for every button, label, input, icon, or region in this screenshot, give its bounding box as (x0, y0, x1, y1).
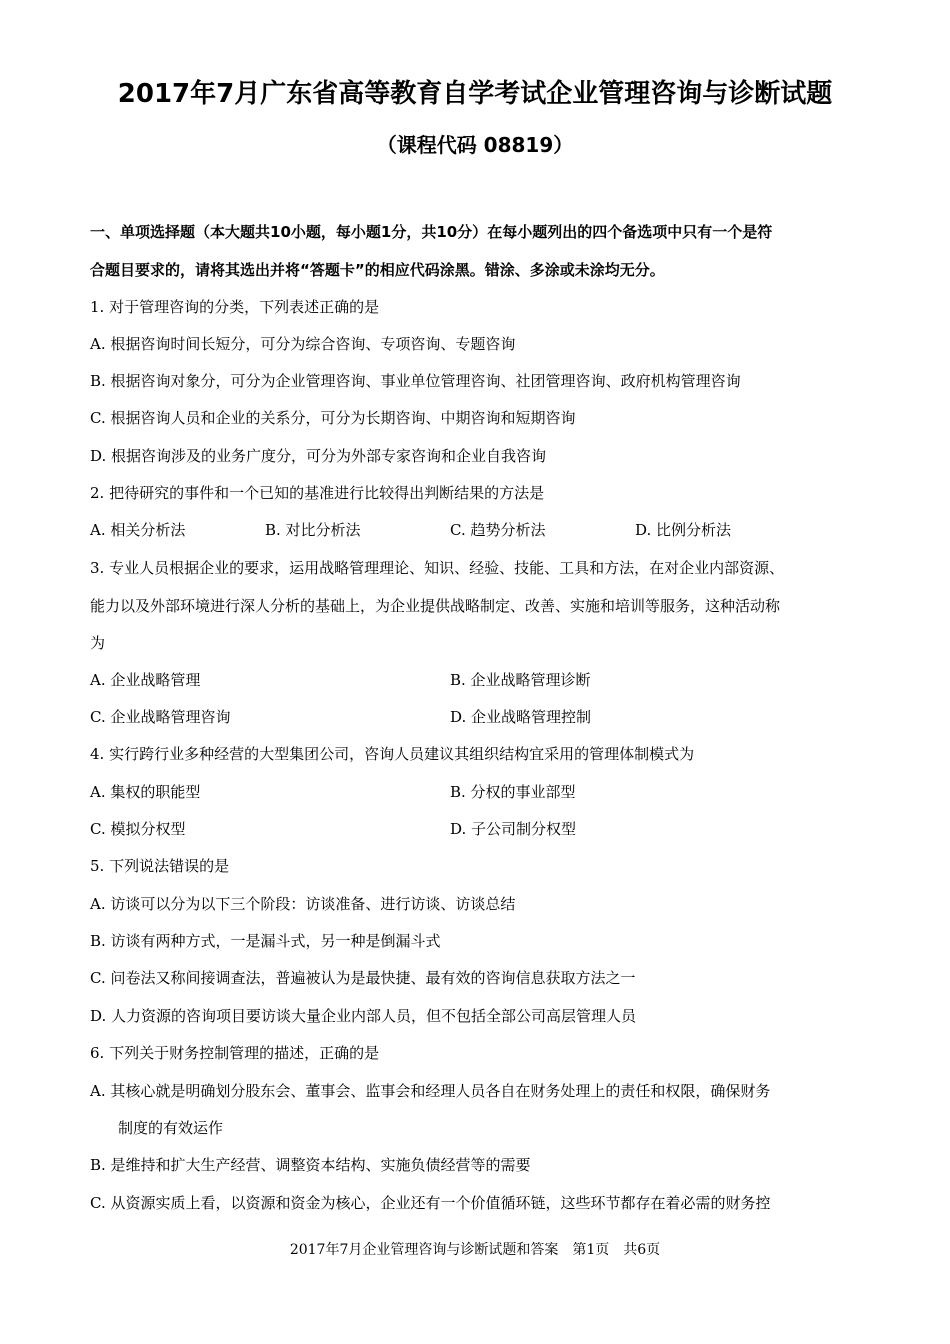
question-2-stem: 2. 把待研究的事件和一个已知的基准进行比较得出判断结果的方法是 (90, 484, 545, 502)
page-footer: 2017年7月企业管理咨询与诊断试题和答案 第1页 共6页 (289, 1242, 661, 1258)
question-5-option-c: C. 问卷法又称间接调查法，普遍被认为是最快捷、最有效的咨询信息获取方法之一 (90, 969, 636, 987)
question-5-option-a: A. 访谈可以分为以下三个阶段：访谈准备、进行访谈、访谈总结 (90, 895, 516, 913)
question-6-option-b: B. 是维持和扩大生产经营、调整资本结构、实施负债经营等的需要 (90, 1156, 531, 1174)
question-6-option-a-line-2: 制度的有效运作 (118, 1119, 224, 1137)
question-4-option-d: D. 子公司制分权型 (450, 820, 577, 838)
question-4-option-c: C. 模拟分权型 (90, 820, 186, 838)
question-3-stem-line-3: 为 (90, 634, 106, 652)
question-6-option-c: C. 从资源实质上看，以资源和资金为核心，企业还有一个价值循环链，这些环节都存在着必需的财务控 (90, 1194, 771, 1212)
section-heading-line-1: 一、单项选择题（本大题共10小题，每小题1分，共10分）在每小题列出的四个备选项中只有一个是符 (90, 223, 773, 241)
question-2-option-c: C. 趋势分析法 (450, 521, 546, 539)
question-4-option-b: B. 分权的事业部型 (450, 783, 576, 801)
question-6-option-a-line-1: A. 其核心就是明确划分股东会、董事会、监事会和经理人员各自在财务处理上的责任和权限，确保财务 (90, 1082, 771, 1100)
question-2-option-b: B. 对比分析法 (265, 521, 361, 539)
question-5-option-b: B. 访谈有两种方式，一是漏斗式，另一种是倒漏斗式 (90, 932, 441, 950)
question-1-option-a: A. 根据咨询时间长短分，可分为综合咨询、专项咨询、专题咨询 (90, 335, 516, 353)
question-2-option-a: A. 相关分析法 (90, 521, 186, 539)
page-title: 2017年7月广东省高等教育自学考试企业管理咨询与诊断试题 (117, 79, 833, 109)
question-3-option-a: A. 企业战略管理 (90, 671, 201, 689)
question-3-stem-line-2: 能力以及外部环境进行深人分析的基础上，为企业提供战略制定、改善、实施和培训等服务，这种活动称 (90, 597, 781, 615)
section-heading-line-2: 合题目要求的，请将其选出并将“答题卡”的相应代码涂黑。错涂、多涂或未涂均无分。 (90, 261, 665, 279)
question-3-option-b: B. 企业战略管理诊断 (450, 671, 591, 689)
question-3-option-c: C. 企业战略管理咨询 (90, 708, 231, 726)
question-3-option-d: D. 企业战略管理控制 (450, 708, 592, 726)
question-1-stem: 1. 对于管理咨询的分类，下列表述正确的是 (90, 298, 380, 316)
question-5-option-d: D. 人力资源的咨询项目要访谈大量企业内部人员，但不包括全部公司高层管理人员 (90, 1007, 637, 1025)
question-4-option-a: A. 集权的职能型 (90, 783, 201, 801)
question-1-option-d: D. 根据咨询涉及的业务广度分，可分为外部专家咨询和企业自我咨询 (90, 447, 547, 465)
question-5-stem: 5. 下列说法错误的是 (90, 857, 230, 875)
question-3-stem-line-1: 3. 专业人员根据企业的要求，运用战略管理理论、知识、经验、技能、工具和方法，在对企业内部资源、 (90, 559, 785, 577)
question-1-option-b: B. 根据咨询对象分，可分为企业管理咨询、事业单位管理咨询、社团管理咨询、政府机构管理咨询 (90, 372, 741, 390)
question-2-option-d: D. 比例分析法 (635, 521, 732, 539)
question-6-stem: 6. 下列关于财务控制管理的描述，正确的是 (90, 1044, 380, 1062)
question-1-option-c: C. 根据咨询人员和企业的关系分，可分为长期咨询、中期咨询和短期咨询 (90, 409, 576, 427)
question-4-stem: 4. 实行跨行业多种经营的大型集团公司，咨询人员建议其组织结构宜采用的管理体制模式为 (90, 745, 695, 763)
course-code: （课程代码 08819） (376, 133, 574, 157)
